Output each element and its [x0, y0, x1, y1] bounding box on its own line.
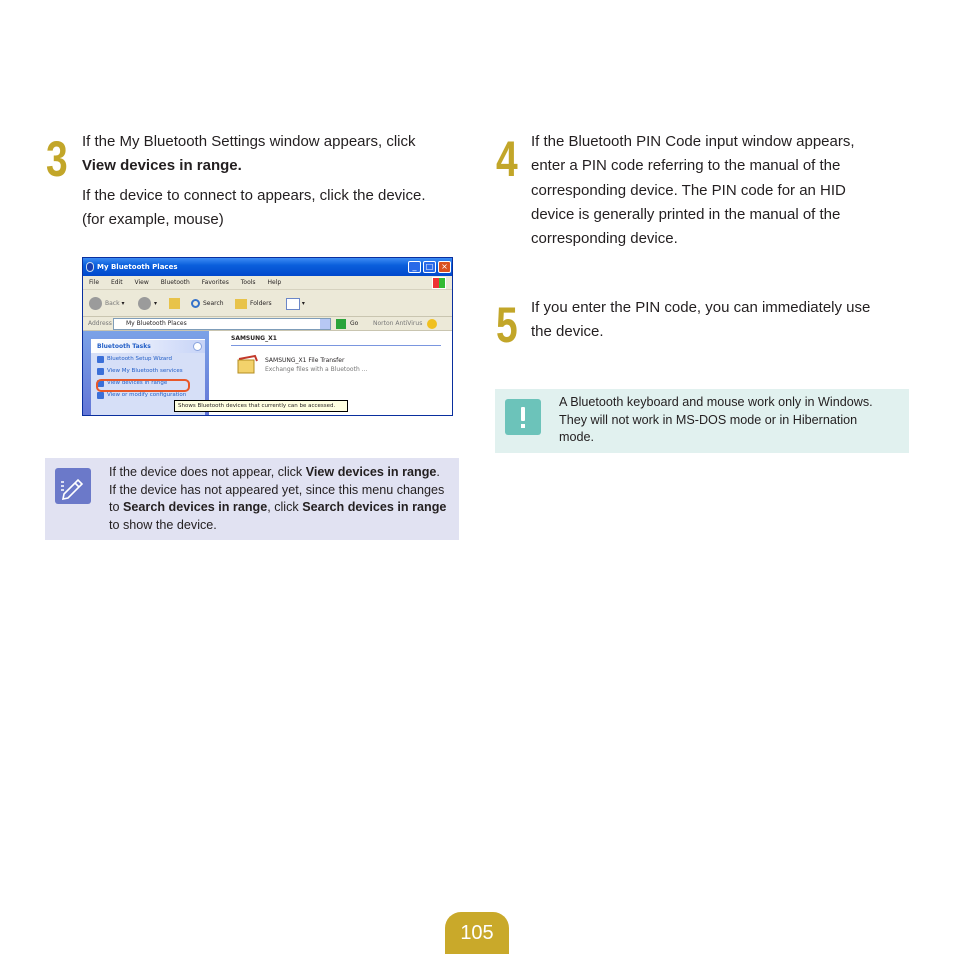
forward-arrow-icon [138, 297, 151, 310]
up-folder-icon [169, 296, 180, 311]
address-bar [83, 317, 452, 331]
folders-icon [235, 299, 247, 309]
services-icon [97, 368, 104, 375]
step-5-line: If you enter the PIN code, you can immediately use [531, 299, 871, 316]
step-4-line: enter a PIN code referring to the manual of the [531, 157, 841, 175]
window-title: My Bluetooth Places [97, 263, 178, 271]
bluetooth-tasks-header: Bluetooth Tasks [91, 340, 205, 353]
step-3-detail [82, 184, 462, 233]
step-3-line-2: If the device to connect to appears, click the device. [82, 187, 426, 204]
menu-view: View [134, 279, 149, 286]
device-name: SAMSUNG_X1 File Transfer [265, 357, 345, 364]
maximize-icon: □ [423, 261, 436, 273]
step-4-number: 4 [496, 131, 518, 187]
collapse-icon [193, 342, 202, 351]
step-4-line: device is generally printed in the manual of the [531, 205, 841, 223]
config-icon [97, 392, 104, 399]
device-group-title: SAMSUNG_X1 [231, 335, 277, 342]
group-divider [231, 345, 441, 346]
minimize-icon: _ [408, 261, 421, 273]
device-description: Exchange files with a Bluetooth ... [265, 366, 368, 373]
toolbar [83, 290, 452, 317]
menu-edit: Edit [110, 279, 123, 286]
back-button: Back ▾ [89, 296, 125, 311]
step-4-line: corresponding device. [531, 230, 678, 248]
step-3-number: 3 [46, 131, 68, 187]
tooltip: Shows Bluetooth devices that currently can be accessed. [174, 400, 348, 412]
back-arrow-icon [89, 297, 102, 310]
task-setup-wizard: Bluetooth Setup Wizard [91, 353, 205, 365]
menu-favorites: Favorites [201, 279, 229, 286]
menu-file: File [89, 279, 100, 286]
step-3-line-3: (for example, mouse) [82, 211, 224, 229]
go-label: Go [350, 320, 359, 327]
note-text: If the device does not appear, click View devices in range. If the device has not appeared yet, since this menu changes to Search devices in range, click Search devices in range to show the device. [109, 465, 447, 532]
exclamation-icon [505, 399, 541, 435]
norton-label: Norton AntiVirus [373, 320, 423, 327]
go-arrow-icon [336, 319, 346, 329]
step-3-line-1-bold: View devices in range. [82, 157, 242, 175]
folders-button: Folders [235, 296, 272, 311]
step-4-line: If the Bluetooth PIN Code input window appears, [531, 133, 855, 150]
close-icon: × [438, 261, 451, 273]
step-5-line: the device. [531, 323, 604, 341]
step-3-text [82, 130, 462, 179]
menu-bar [83, 276, 452, 290]
views-button: ▾ [286, 296, 305, 311]
step-4-line: corresponding device. The PIN code for an HID [531, 181, 846, 199]
windows-flag-icon [432, 277, 446, 289]
page-number: 105 [445, 912, 509, 954]
search-button: Search [191, 296, 224, 311]
forward-button: ▾ [138, 296, 157, 311]
step-4-text [531, 130, 911, 251]
highlight-ring [96, 379, 190, 392]
step-5-text [531, 296, 911, 345]
bluetooth-places-screenshot [82, 257, 453, 416]
menu-tools: Tools [240, 279, 256, 286]
task-modify-config: View or modify configuration [91, 389, 205, 401]
norton-icon [427, 319, 437, 329]
note-box [45, 458, 459, 540]
step-5-number: 5 [496, 297, 518, 353]
warning-box [495, 389, 909, 453]
search-icon [191, 299, 200, 308]
window-title-bar [83, 258, 452, 276]
address-label: Address [88, 320, 112, 327]
task-view-devices: View devices in range [91, 377, 205, 389]
menu-help: Help [267, 279, 282, 286]
views-icon [286, 298, 300, 310]
address-field: My Bluetooth Places [113, 318, 331, 330]
pencil-note-icon [55, 468, 91, 504]
menu-bluetooth: Bluetooth [160, 279, 190, 286]
file-transfer-icon [235, 353, 259, 377]
address-dropdown-icon [320, 319, 330, 329]
bluetooth-icon [86, 262, 94, 272]
task-view-services: View My Bluetooth services [91, 365, 205, 377]
warning-text: A Bluetooth keyboard and mouse work only in Windows. They will not work in MS-DOS mode or in Hibernation mode. [559, 395, 873, 445]
wizard-icon [97, 356, 104, 363]
step-3-line-1: If the My Bluetooth Settings window appears, click [82, 133, 416, 150]
